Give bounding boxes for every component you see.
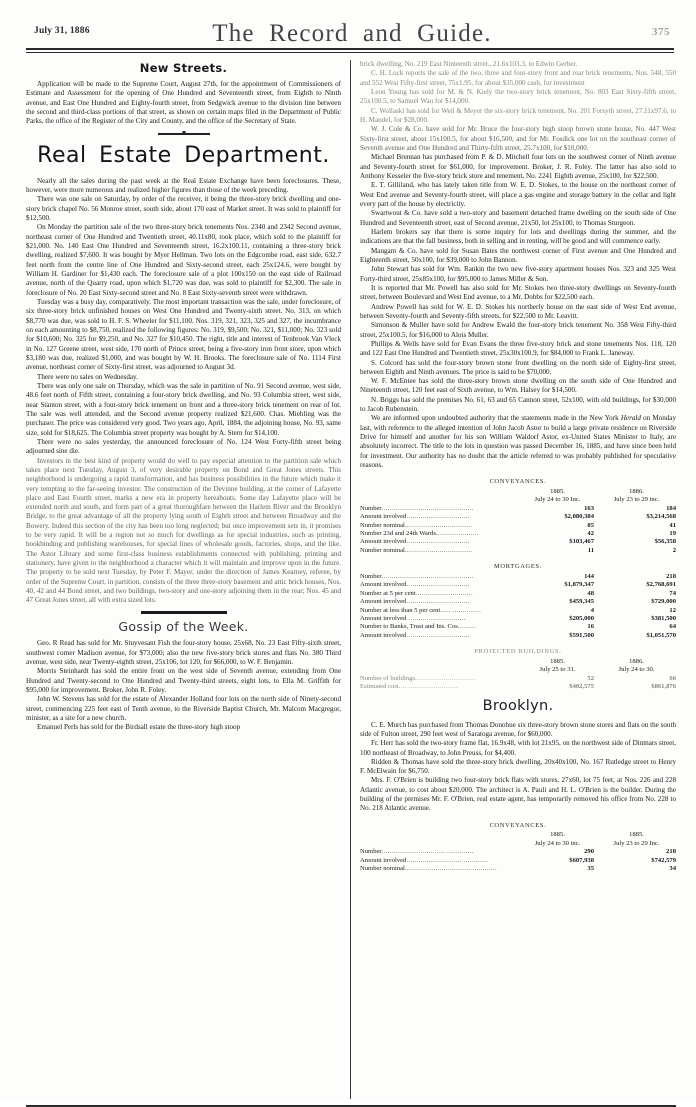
row-value-1886: 218 — [666, 848, 676, 856]
col1-range: July 24 to 30 Inc. — [534, 496, 581, 504]
col1-year: 1885. — [550, 831, 565, 839]
leader-dots: ............................... — [406, 581, 470, 589]
column-container — [0, 53, 696, 1099]
row-label — [360, 581, 518, 589]
row-value-1885: $591,500 — [569, 631, 594, 639]
header-col2 — [597, 488, 676, 505]
right-column — [351, 60, 676, 1099]
leader-dots: ............................... — [406, 631, 470, 639]
row-value-1886: 34 — [669, 864, 676, 872]
paragraph: Emanuel Perls has sold for the Birdsall estate the three-story high stoop — [37, 723, 241, 732]
row-label-text: Estimated cost — [360, 683, 399, 691]
col1-year: 1885. — [550, 487, 565, 495]
col2-year: 1885. — [629, 831, 644, 839]
row-label — [360, 530, 518, 538]
row-label-text: Amount involved — [360, 538, 407, 546]
row-label-text: Number — [360, 848, 382, 856]
row-value-1886: $3,214,568 — [646, 513, 676, 521]
table-row — [360, 538, 676, 546]
row-label — [360, 632, 518, 640]
row-value-1886: $381,500 — [651, 614, 676, 622]
row-value-1886: 64 — [669, 623, 676, 631]
leader-dots: ............................ — [406, 614, 466, 622]
paragraph: There was only one sale on Thursday, which was the sale in partition of No. 91 Second avenue, west side, 48.6 feet north of Fifth street, containing a four-story brick dwelling, and No. 93 Columbia street, west side, near Stanton street, with a four-story brick tenement on front and a three-story brick tenement on rear of lot. The sale was well attended, and the Second avenue property realized $21,600. Chas. Miehling was the purchaser. The price was considered very good. Two years ago, April, 1884, the adjoining house, No. 93, same size, sold for $18,625. The Columbia street property was bought by A. Stern for $14,100. — [26, 381, 341, 437]
mortgages-table-title: MORTGAGES. — [494, 563, 542, 571]
mortgages-table-body — [360, 573, 676, 641]
header-col2 — [597, 831, 676, 848]
row-label — [360, 623, 518, 631]
table-header-row — [360, 658, 676, 675]
row-value-1886: $861,876 — [651, 683, 676, 691]
publication-title: The Record and Guide. — [212, 20, 492, 47]
paragraph: Swartwout & Co. have sold a two-story and basement detached frame dwelling on the south side of One Hundred and Seventeenth street, east of Second avenue, 21x50, lot 25x100, to Thomas Sturgeon. — [360, 209, 676, 227]
leader-dots: ............................... — [406, 538, 470, 546]
projected-buildings-table — [360, 658, 676, 692]
paragraph: S. Colcord has sold the four-story brown stone front dwelling on the north side of Eighty-first street, between Eighth and Ninth avenues. The price is said to be $70,000. — [360, 358, 676, 376]
table-row — [360, 623, 676, 631]
row-label — [360, 505, 518, 513]
table-row — [360, 530, 676, 538]
leader-dots: ............................................. — [381, 572, 474, 580]
leader-dots: .... ........................ — [398, 683, 459, 691]
row-value-1885: 48 — [587, 589, 594, 597]
section-divider — [158, 133, 210, 135]
left-column — [26, 60, 351, 1099]
row-label-text: Number to Banks, Trust and Ins. Cos — [360, 623, 458, 631]
paragraph: W. J. Cole & Co. have sold for Mr. Bruce the four-story high stoop brown stone house, No. 447 West Sixty-first street, about 15x100.5, for about $16,500, and for Mr. Fosdick one lot on the southeast corner of Seventh avenue and One Hundred and Thirty-fifth street, 25.7x100, for $10,000. — [360, 125, 676, 152]
row-value-1886: 218 — [666, 572, 676, 580]
table-row — [360, 848, 676, 856]
table-header-row — [360, 488, 676, 505]
projected-buildings-table-title: PROJECTED BUILDINGS. — [474, 648, 562, 656]
paragraph: Tuesday was a busy day, comparatively. The most important transaction was the sale, under foreclosure, of six three-story brick unfinished houses on West One Hundred and Twenty-sixth street. No. 313, on which $8,770 was due, was sold to H. F. S. Wheeler for $11,100. Nos. 319, 321, 323, 325 and 327, the incumbrance on each amounting to $8,750, realized the following figures: No. 319, $9,500; No. 321, $11,000; No. 323 sold for $10,600; No. 325 for $9,250, and No. 327 for $10,450. The right, title and interest of Tenbrook Van Vleck in No. 127 Greene street, west side, 170 north of Prince street, being a five-story iron front store, upon which $3,180 was due, realized $1,000, and was bought by W. H. Brooks. The foreclosure sale of No. 1114 First avenue, northeast corner of Sixty-first street, was adjourned to August 3d. — [26, 297, 341, 372]
herald-italic: Herald — [620, 414, 641, 423]
row-value-1885: 16 — [587, 623, 594, 631]
row-value-1885: $103,467 — [569, 538, 594, 546]
row-value-1886: 74 — [669, 589, 676, 597]
col1-range: July 25 to 31. — [539, 666, 576, 674]
table-row — [360, 675, 676, 683]
paragraph: There was one sale on Saturday, by order of the receiver, it being the three-story brick dwelling and one-story brick chapel No. 56 Monroe street, south side, about 170 east of Market street. It was sold to plaintiff for $12,500. — [26, 195, 341, 222]
paragraph: It is reported that Mr. Powell has also sold for Mr. Stokes two three-story dwellings on Seventy-fourth street, between Boulevard and West End avenue, to a Mr. Dobbs for $22,500 each. — [360, 283, 676, 302]
table-row — [360, 683, 676, 691]
astor-denial-text-a: We are informed upon undoubted authority that the statements made in the New York — [371, 414, 621, 423]
table-row — [360, 615, 676, 623]
row-label — [360, 522, 518, 530]
paragraph: Morris Steinhardt has sold the entire front on the west side of Seventh avenue, extending from One Hundred and Twenty-second to One Hundred and Twenty-third streets, eight lots, to Ella M. Griffith for $95,000 for improvement. Broker, John R. Foley. — [26, 667, 341, 694]
row-value-1885: $402,575 — [569, 683, 594, 691]
leader-dots: ............................................. — [381, 504, 474, 512]
paragraph: brick dwelling, No. 219 East Ninteenth strret., 21.6x103.3, to Edwin Gerber. — [360, 60, 578, 68]
conveyances-table — [360, 488, 676, 556]
row-value-1886: 184 — [666, 504, 676, 512]
row-label — [360, 683, 518, 691]
col1-range: July 24 to 30 inc. — [534, 839, 581, 847]
paragraph: John Stewart has sold for Wm. Rankin the two new five-story apartment houses Nos. 323 and 325 West Forty-third street, 25x85x100, for $95,000 to James Miller & Son. — [360, 265, 676, 283]
conveyances-table-body — [360, 505, 676, 556]
astor-denial-text-b: on Monday last, with reference to the alleged intention of John Jacob Astor to build a large private residence on Riverside Drive for himself and another for his son William Waldorf Astor, ex-United States Minister to Italy, are absolutely incorrect. The title to the lots in question was passed December 16, 1885, and have since been held for investment. Our authority has no doubt that the article referred to was probably published for speculative reasons. — [360, 414, 676, 470]
paragraph: E. T. Gilliland, who has lately taken title from W. E. D. Stokes, to the house on the northeast corner of West End avenue and Seventy-fourth street, will place a gas engine and storage battery in the cellar and light every part of the house by electricity. — [360, 181, 676, 208]
leader-dots: ................................. — [404, 521, 473, 529]
leader-dots: ..................... — [435, 530, 479, 538]
col2-range: July 23 to 29 inc. — [613, 496, 660, 504]
header-col1 — [518, 658, 597, 675]
row-label-text: Number 23d and 24th Wards — [360, 530, 436, 538]
row-value-1885: 290 — [584, 848, 594, 856]
col1-year: 1885. — [550, 657, 565, 665]
table-row — [360, 505, 676, 513]
row-label-text: Number of buildings — [360, 674, 415, 682]
row-value-1885: 11 — [587, 546, 594, 554]
paragraph: C. Wollaski has sold for Weil & Meyer the six-story brick tenement, No. 201 Forsyth street, 27.11x97.6, to H. Mandel, for $28,000. — [360, 106, 676, 124]
col2-year: 1886. — [629, 487, 644, 495]
mortgages-table — [360, 573, 676, 641]
row-label-text: Amount involved — [360, 581, 407, 589]
header-col2 — [597, 658, 676, 675]
row-label — [360, 538, 518, 546]
conveyances-table-title: CONVEYANCES. — [489, 478, 547, 486]
table-row — [360, 513, 676, 521]
row-value-1885: 163 — [584, 504, 594, 512]
row-label-text: Number at 5 per cent — [360, 589, 416, 597]
row-label-text: Number — [360, 504, 382, 512]
table-row — [360, 522, 676, 530]
table-row — [360, 598, 676, 606]
paragraph: Geo. R Read has sold for Mr. Stuyvesant Fish the four-story house, 25x68, No. 23 East Fifty-sixth street, southwest corner Madison avenue, for $73,000; also the new five-story brick stores and flats No. 380 Third avenue, west side, near Twenty-eighth street, 25x106, lot 120, for $66,000, to W. F. Benjamin. — [26, 639, 341, 666]
row-label-text: Number nominal — [360, 546, 405, 554]
row-label-text: Amount involved — [360, 513, 407, 521]
row-label-text: Amount involved — [360, 598, 407, 606]
row-value-1886: 41 — [669, 521, 676, 529]
row-label — [360, 573, 518, 581]
paragraph: There were no sales yesterday, the announced foreclosure of No. 124 West Forty-fifth street being adjourned sine die. — [26, 437, 341, 456]
row-label-text: Number at less than 5 per cent — [360, 606, 441, 614]
leader-dots: ......... — [457, 623, 477, 631]
paragraph: W. F. McEntee has sold the three-story brown stone dwelling on the south side of One Hundred and Nineteenth street, 120 feet east of Sixth avenue, to Wm. Halsey for $14,500. — [360, 377, 676, 395]
paragraph: Fr. Herr has sold the two-story frame flat, 16.9x48, with lot 21x95, on the northwest side of Dinmars street, 100 northeast of Broadway, to John Preuss, for $4,400. — [360, 739, 676, 757]
table-row — [360, 857, 676, 865]
paragraph: Mangam & Co. have sold for Susan Bates the northwest corner of First avenue and One Hundred and Eighteenth street, 50x100, for $39,000 to John Bannon. — [360, 246, 676, 264]
paragraph: Ridden & Thomas have sold the three-story brick dwelling, 20x40x100, No. 167 Rutledge street to Henry F. McElwain for $6,750. — [360, 757, 676, 776]
row-value-1885: 52 — [587, 674, 594, 682]
gossip-heading: Gossip of the Week. — [118, 618, 249, 634]
paragraph: C. H. Lock reports the sale of the two, three and four-story front and rear brick tenements, Nos. 548, 550 and 552 West Fifty-first street, 75x1.95, for about $35,000 cash, for investment — [360, 69, 676, 87]
row-label — [360, 848, 518, 856]
leader-dots: ............................................. — [404, 864, 498, 872]
table-row — [360, 607, 676, 615]
col2-range: July 24 to 30. — [618, 666, 655, 674]
row-label — [360, 607, 518, 615]
leader-dots: ............................... ............. — [381, 848, 474, 856]
new-streets-paragraph: Application will be made to the Supreme Court, August 27th, for the appointment of Commissioners of Estimate and Assessment for the opening of One Hundred and Seventeenth street, from Eighth to Ninth avenue, and East One Hundred and Eighty-fourth street, from Sedgwick avenue to the division line between the second and third-class portions of that street, as shown on certain maps filed in the Department of Public Parks, the office of the Register of the City and County, and the office of the Secretary of State. — [26, 80, 341, 126]
header-col1 — [518, 831, 597, 848]
paragraph: Andrew Powell has sold for W. E. D. Stokes his northerly house on the east side of West End avenue, between Seventy-fourth and Seventy-fifth streets, for $22,500 to Mr. Leavitt. — [360, 302, 676, 320]
leader-dots: .............................. — [414, 674, 477, 682]
row-label — [360, 547, 518, 555]
page-number: 375 — [652, 26, 670, 38]
row-value-1886: 2 — [672, 546, 676, 554]
paragraph: N. Briggs has sold the premises No. 61, 63 and 65 Cannon street, 52x100, with old buildings, for $30,000 to Jacob Rubenstein. — [360, 395, 676, 414]
table-row — [360, 573, 676, 581]
brooklyn-heading: Brooklyn. — [482, 698, 554, 715]
row-label — [360, 513, 518, 521]
row-label — [360, 590, 518, 598]
row-label-text: Number nominal — [360, 521, 405, 529]
row-value-1885: 4 — [590, 606, 594, 614]
paragraph: Harlem brokers say that there is some inquiry for lots and dwellings during the summer, and the indications are that the fall business, both in selling and in renting, will be good and will commence early. — [360, 227, 676, 246]
row-value-1885: 144 — [584, 572, 594, 580]
row-value-1886: $729,000 — [651, 598, 676, 606]
row-value-1886: $1,051,570 — [646, 631, 676, 639]
gossip-divider — [141, 611, 227, 614]
new-streets-heading: New Streets. — [139, 61, 228, 75]
row-value-1885: $459,345 — [569, 598, 594, 606]
paragraph: C. E. Murch has purchased from Thomas Donohue six three-story brown stone stores and flats on the south side of Fulton street, 290 feet west of Saratoga avenue, for $60,000. — [360, 720, 676, 738]
issue-date: July 31, 1886 — [34, 26, 90, 36]
row-label-text: Amount involved — [360, 631, 407, 639]
row-label-text: Number — [360, 572, 382, 580]
table-row — [360, 581, 676, 589]
row-label — [360, 598, 518, 606]
table-row — [360, 632, 676, 640]
paragraph: On Monday the partition sale of the two three-story brick tenements Nos. 2340 and 2342 Second avenue, northeast corner of One Hundred and Twentieth street, 40.11x80, took place, which sold to the plaintiff for $21,000. No. 140 East One Hundred and Seventeenth street, 16.2x100.11, containing a three-story brick dwelling, realized $7,600. It was bought by Myer Hellman. Two lots on the Edgcombe road, east side, 632.7 feet north from the centre line of One Hundred and Sixty-second street, each 25x124.6, were bought by William H. Gardiner for $1,430 each. The foreclosure sale of a plot 100x150 on the east side of Railroad avenue, north of the Quarry road, upon which $1,720 was due, was sold to plaintiff for $2,300. The sale in foreclosure of No. 20 East Sixty-second street and No. 8 East Sixty-seventh street were withdrawn. — [26, 223, 341, 297]
paragraph: Investors in the best kind of property would do well to pay especial attention to the partition sale which takes place next Tuesday, August 3, of very desirable property on Bond and Great Jones streets. This neighborhood is undergoing a rapid transformation, and has business possibilities in the future which make it very tempting to the far-seeing investor. The construction of the Devinne building, at the corner of Lafayette place and East Fourth street, marks a new era in property hereabouts. Some day Lafayette place will be extended north and south, and form part of a great thoroughfare between the Harlem River and the Brooklyn Bridge, to the great advantage of all the property lying south of Eighth street and between Broadway and the Bowery. Indeed this section of the city has been too long neglected; but once improvement sets in, it promises to be very rapid. It will be a region not so much for dwellings as for special industries, such as printing, bookbinding and publishing warehouses, for special lines of wholesale goods, factories, shops, and the like. The Astor Library and some first-class business establishments connected with publishing, printing and stationery, have given to the neighborhood a character which it will maintain and improve upon in the future. The property to be sold next Tuesday, by Peter F. Mayer, under the direction of James Kearney, referee, by order of the Supreme Court, in partition, consists of the three three-story basement and attic brick houses, Nos. 40, 42 and 44 Bond street, and two buildings, two-story and one-story adjoining them in the rear; Nos. 45 and 47 Great Jones street, all with extra sized lots. — [26, 456, 341, 605]
paragraph: Michael Brennan has purchased from P. & D. Mitchell four lots on the southwest corner of Ninth avenue and Seventy-fourth street for $61,000, for improvement. Broker, J. R. Foley. The latter has also sold to Anthony Kesseler the five-story brick store and tenement, No. 2241 Eighth avenue, 25x100, for $22,500. — [360, 153, 676, 180]
paragraph-astor-denial — [360, 414, 676, 470]
row-value-1886: 12 — [669, 606, 676, 614]
paragraph: Simonson & Muller have sold for Andrew Ewald the four-story brick tenement No. 358 West Fifty-third street, 25x100.5, for $16,000 to Alois Muller. — [360, 321, 676, 339]
row-label-text: Amount involved — [360, 614, 407, 622]
table-row — [360, 547, 676, 555]
row-label — [360, 615, 518, 623]
header-spacer — [360, 831, 518, 848]
header-spacer — [360, 658, 518, 675]
paragraph: Leon Young has sold for M. & N. Kiely the two-story brick tenement, No. 803 East Sixty-fifth street, 25x100.5, to Samuel Wau for $14,000. — [360, 87, 676, 106]
row-value-1885: 85 — [587, 521, 594, 529]
row-value-1885: $1,879,347 — [564, 581, 594, 589]
paragraph: John W. Stevens has sold for the estate of Alexander Holland four lots on the north side of Ninety-second street, commencing 225 feet east of Tenth avenue, to the Riverside Baptist Church, Mr. Malcom Macgregor, minister, as a site for a new church. — [26, 695, 341, 722]
row-label — [360, 857, 518, 865]
leader-dots: ........................... ............ — [406, 856, 489, 864]
leader-dots: ............................... — [406, 513, 470, 521]
paragraph: There were no sales on Wednesday. — [37, 372, 138, 381]
row-value-1886: 19 — [669, 530, 676, 538]
row-value-1885: $205,000 — [569, 614, 594, 622]
row-label — [360, 865, 518, 873]
leader-dots: ..... .............. — [440, 606, 482, 614]
brooklyn-conveyances-table — [360, 831, 676, 873]
paragraph: Mrs. F. O'Brien is building two four-story brick flats with stores, 27x60, lot 75 feet, at Nos. 226 and 228 Atlantic avenue, to cost about $20,000. The architect is A. Pauli and H. L. O'Brien is the builder. During the building of the premises Mr. F. O'Brien, real estate agent, has temporarily removed his office from No. 228 to No. 218 Atlantic avenue. — [360, 776, 676, 813]
brooklyn-conveyances-table-title: CONVEYANCES. — [489, 821, 547, 829]
header-col1 — [518, 488, 597, 505]
row-label-text: Amount involved — [360, 856, 407, 864]
brooklyn-conveyances-table-body — [360, 848, 676, 873]
header-spacer — [360, 488, 518, 505]
table-row — [360, 590, 676, 598]
real-estate-department-heading: Real Estate Department. — [37, 142, 330, 168]
masthead — [0, 0, 696, 46]
col2-year: 1886. — [629, 657, 644, 665]
paragraph: Phillips & Wells have sold for Evan Evans the three five-story brick and stone tenements Nos. 118, 120 and 122 East One Hundred and Twentieth street, 25x30x100.9, for $84,000 to Frank L. Janeway. — [360, 339, 676, 358]
leader-dots: ............................... — [406, 598, 470, 606]
row-label — [360, 675, 518, 683]
col2-range: July 23 to 29 Inc. — [613, 839, 660, 847]
row-label-text: Number nominal — [360, 864, 405, 872]
row-value-1886: $742,579 — [651, 856, 676, 864]
table-header-row — [360, 831, 676, 848]
table-row — [360, 865, 676, 873]
leader-dots: ................................. — [404, 546, 473, 554]
leader-dots: ............................ — [415, 589, 474, 597]
row-value-1886: 66 — [669, 674, 676, 682]
row-value-1885: $607,938 — [569, 856, 594, 864]
row-value-1886: $56,358 — [654, 538, 676, 546]
row-value-1885: 42 — [587, 530, 594, 538]
row-value-1886: $2,768,691 — [646, 581, 676, 589]
row-value-1885: 35 — [587, 864, 594, 872]
projected-buildings-table-body — [360, 675, 676, 692]
row-value-1885: $2,080,384 — [564, 513, 594, 521]
paragraph: Nearly all the sales during the past week at the Real Estate Exchange have been foreclosures. These, however, were more numerous and realized higher figures than those of the week preceding. — [26, 176, 341, 194]
